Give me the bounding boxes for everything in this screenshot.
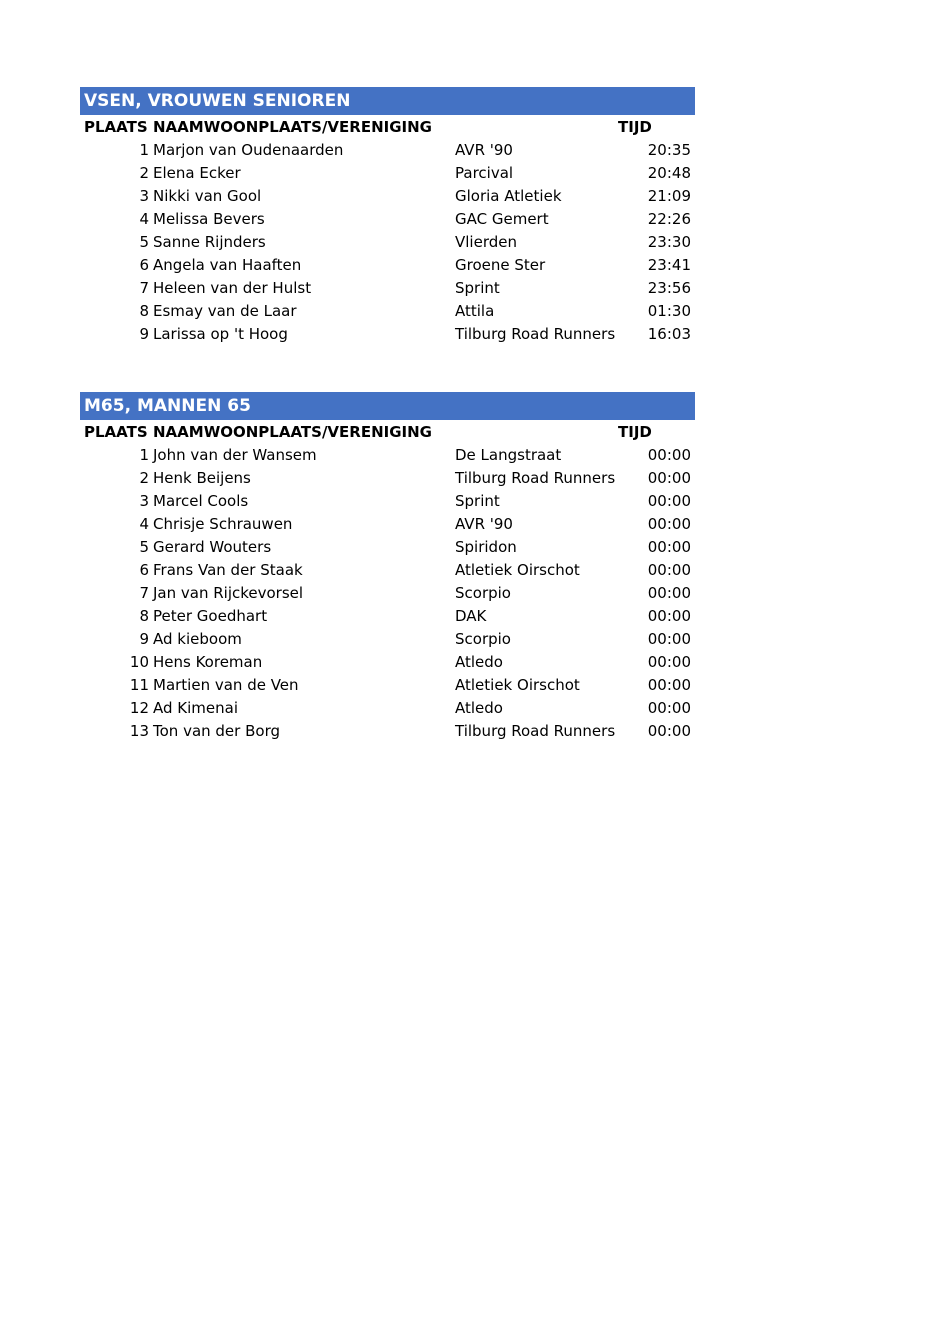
time-cell: 00:00: [647, 446, 691, 464]
place-cell: 8: [139, 607, 149, 625]
club-cell: Attila: [455, 302, 495, 320]
table-row: [80, 277, 695, 300]
club-cell: Sprint: [455, 279, 500, 297]
section-title: VSEN, VROUWEN SENIOREN: [80, 87, 695, 115]
table-row: [80, 300, 695, 323]
time-cell: 00:00: [647, 722, 691, 740]
club-cell: Atletiek Oirschot: [455, 676, 580, 694]
table-row: [80, 162, 695, 185]
table-row: [80, 651, 695, 674]
place-cell: 4: [139, 515, 149, 533]
table-row: [80, 720, 695, 743]
place-cell: 3: [139, 492, 149, 510]
table-row: [80, 185, 695, 208]
name-cell: Marjon van Oudenaarden: [153, 141, 344, 159]
results-section-m65: [80, 392, 695, 743]
place-cell: 2: [139, 164, 149, 182]
club-cell: De Langstraat: [455, 446, 562, 464]
club-cell: Tilburg Road Runners: [455, 469, 616, 487]
table-header: [80, 115, 695, 139]
club-cell: Spiridon: [455, 538, 517, 556]
time-cell: 00:00: [647, 584, 691, 602]
place-cell: 6: [139, 561, 149, 579]
header-name: NAAMWOONPLAATS/VERENIGING: [153, 423, 432, 441]
time-cell: 00:00: [647, 538, 691, 556]
table-row: [80, 467, 695, 490]
time-cell: 00:00: [647, 492, 691, 510]
place-cell: 8: [139, 302, 149, 320]
table-row: [80, 559, 695, 582]
header-place: PLAATS: [84, 423, 148, 441]
place-cell: 2: [139, 469, 149, 487]
club-cell: AVR '90: [455, 141, 513, 159]
club-cell: GAC Gemert: [455, 210, 549, 228]
club-cell: Atletiek Oirschot: [455, 561, 580, 579]
time-cell: 00:00: [647, 561, 691, 579]
time-cell: 00:00: [647, 630, 691, 648]
club-cell: Sprint: [455, 492, 500, 510]
club-cell: Tilburg Road Runners: [455, 722, 616, 740]
name-cell: Peter Goedhart: [153, 607, 268, 625]
time-cell: 16:03: [647, 325, 691, 343]
place-cell: 9: [139, 325, 149, 343]
name-cell: Ton van der Borg: [153, 722, 280, 740]
header-name: NAAMWOONPLAATS/VERENIGING: [153, 118, 432, 136]
name-cell: Martien van de Ven: [153, 676, 299, 694]
club-cell: Atledo: [455, 699, 503, 717]
name-cell: Jan van Rijckevorsel: [153, 584, 304, 602]
table-row: [80, 323, 695, 346]
table-row: [80, 536, 695, 559]
results-section-vsen: [80, 87, 695, 346]
place-cell: 5: [139, 538, 149, 556]
name-cell: Larissa op 't Hoog: [153, 325, 288, 343]
club-cell: Tilburg Road Runners: [455, 325, 616, 343]
place-cell: 1: [139, 141, 149, 159]
time-cell: 22:26: [647, 210, 691, 228]
name-cell: Elena Ecker: [153, 164, 241, 182]
time-cell: 00:00: [647, 699, 691, 717]
time-cell: 20:35: [647, 141, 691, 159]
time-cell: 00:00: [647, 653, 691, 671]
time-cell: 23:30: [647, 233, 691, 251]
place-cell: 7: [139, 584, 149, 602]
club-cell: DAK: [455, 607, 487, 625]
table-body: [80, 139, 695, 346]
name-cell: Nikki van Gool: [153, 187, 262, 205]
name-cell: Frans Van der Staak: [153, 561, 303, 579]
place-cell: 9: [139, 630, 149, 648]
table-row: [80, 254, 695, 277]
header-place: PLAATS: [84, 118, 148, 136]
place-cell: 3: [139, 187, 149, 205]
name-cell: Melissa Bevers: [153, 210, 265, 228]
club-cell: Vlierden: [455, 233, 517, 251]
name-cell: Angela van Haaften: [153, 256, 302, 274]
time-cell: 23:56: [647, 279, 691, 297]
time-cell: 00:00: [647, 515, 691, 533]
table-row: [80, 513, 695, 536]
header-time: TIJD: [618, 423, 652, 441]
time-cell: 00:00: [647, 676, 691, 694]
place-cell: 4: [139, 210, 149, 228]
name-cell: Henk Beijens: [153, 469, 251, 487]
club-cell: Gloria Atletiek: [455, 187, 562, 205]
name-cell: Heleen van der Hulst: [153, 279, 312, 297]
table-row: [80, 444, 695, 467]
table-row: [80, 139, 695, 162]
place-cell: 5: [139, 233, 149, 251]
name-cell: Sanne Rijnders: [153, 233, 266, 251]
place-cell: 13: [129, 722, 149, 740]
time-cell: 21:09: [647, 187, 691, 205]
table-row: [80, 490, 695, 513]
place-cell: 1: [139, 446, 149, 464]
place-cell: 6: [139, 256, 149, 274]
name-cell: Hens Koreman: [153, 653, 263, 671]
table-header: [80, 420, 695, 444]
club-cell: AVR '90: [455, 515, 513, 533]
name-cell: John van der Wansem: [153, 446, 317, 464]
table-row: [80, 674, 695, 697]
table-row: [80, 605, 695, 628]
table-row: [80, 697, 695, 720]
table-row: [80, 628, 695, 651]
name-cell: Marcel Cools: [153, 492, 249, 510]
club-cell: Scorpio: [455, 630, 511, 648]
section-title: M65, MANNEN 65: [80, 392, 695, 420]
name-cell: Gerard Wouters: [153, 538, 272, 556]
club-cell: Groene Ster: [455, 256, 546, 274]
table-body: [80, 444, 695, 743]
name-cell: Esmay van de Laar: [153, 302, 297, 320]
table-row: [80, 208, 695, 231]
place-cell: 11: [129, 676, 149, 694]
club-cell: Scorpio: [455, 584, 511, 602]
time-cell: 23:41: [647, 256, 691, 274]
table-row: [80, 231, 695, 254]
table-row: [80, 582, 695, 605]
club-cell: Parcival: [455, 164, 514, 182]
name-cell: Chrisje Schrauwen: [153, 515, 293, 533]
name-cell: Ad Kimenai: [153, 699, 238, 717]
time-cell: 00:00: [647, 469, 691, 487]
place-cell: 12: [129, 699, 149, 717]
name-cell: Ad kieboom: [153, 630, 242, 648]
club-cell: Atledo: [455, 653, 503, 671]
time-cell: 00:00: [647, 607, 691, 625]
place-cell: 10: [129, 653, 149, 671]
place-cell: 7: [139, 279, 149, 297]
time-cell: 20:48: [647, 164, 691, 182]
header-time: TIJD: [618, 118, 652, 136]
time-cell: 01:30: [647, 302, 691, 320]
